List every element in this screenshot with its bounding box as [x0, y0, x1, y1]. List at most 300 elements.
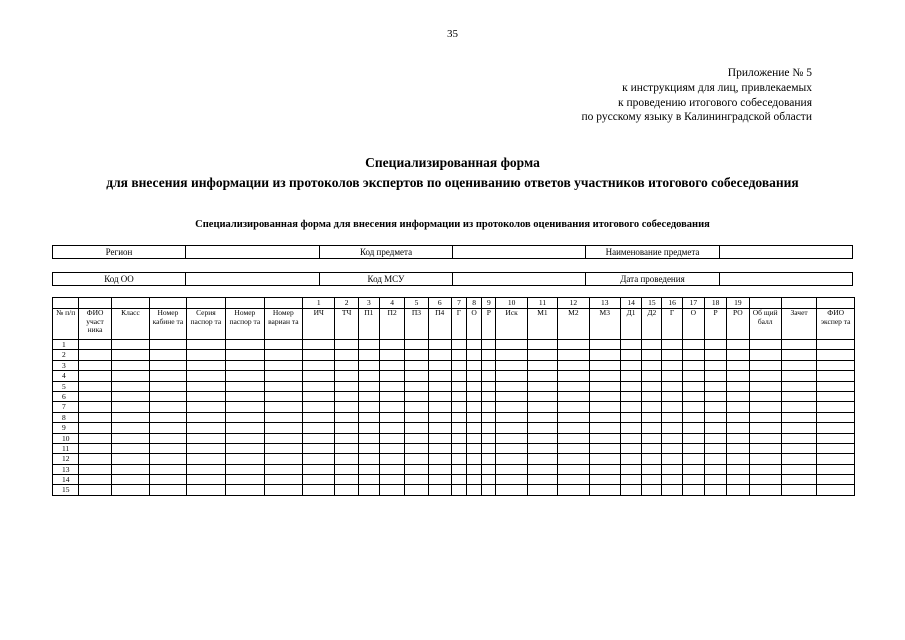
table-cell[interactable]	[558, 464, 589, 474]
table-cell[interactable]	[642, 381, 662, 391]
table-cell[interactable]	[111, 475, 149, 485]
table-cell[interactable]	[451, 485, 466, 495]
table-cell[interactable]	[303, 371, 335, 381]
table-cell[interactable]	[186, 433, 225, 443]
table-cell[interactable]	[467, 340, 482, 350]
table-cell[interactable]	[727, 360, 749, 370]
table-cell[interactable]	[186, 402, 225, 412]
table-cell[interactable]	[781, 391, 816, 401]
table-cell[interactable]	[79, 475, 111, 485]
table-cell[interactable]	[682, 371, 704, 381]
table-cell[interactable]	[111, 360, 149, 370]
table-cell[interactable]	[79, 485, 111, 495]
table-cell[interactable]	[303, 485, 335, 495]
table-cell[interactable]	[358, 454, 379, 464]
table-cell[interactable]	[467, 443, 482, 453]
table-cell[interactable]	[186, 350, 225, 360]
table-cell[interactable]	[405, 423, 428, 433]
table-cell[interactable]	[558, 340, 589, 350]
table-cell[interactable]	[79, 412, 111, 422]
table-cell[interactable]	[682, 475, 704, 485]
table-cell[interactable]	[358, 433, 379, 443]
table-cell[interactable]	[704, 464, 726, 474]
table-cell[interactable]	[749, 402, 781, 412]
table-cell[interactable]	[264, 485, 302, 495]
table-cell[interactable]	[817, 371, 855, 381]
table-cell[interactable]	[150, 402, 186, 412]
table-cell[interactable]	[451, 340, 466, 350]
table-cell[interactable]	[226, 360, 264, 370]
table-cell[interactable]	[264, 402, 302, 412]
table-cell[interactable]	[186, 371, 225, 381]
table-cell[interactable]	[451, 464, 466, 474]
table-cell[interactable]	[682, 360, 704, 370]
table-cell[interactable]	[589, 381, 620, 391]
table-cell[interactable]	[264, 381, 302, 391]
table-cell[interactable]	[749, 433, 781, 443]
table-cell[interactable]	[335, 433, 358, 443]
table-cell[interactable]	[620, 454, 641, 464]
table-cell[interactable]	[620, 340, 641, 350]
table-cell[interactable]	[467, 371, 482, 381]
table-cell[interactable]	[428, 433, 451, 443]
table-cell[interactable]	[527, 475, 557, 485]
table-cell[interactable]	[781, 350, 816, 360]
table-cell[interactable]	[264, 464, 302, 474]
table-cell[interactable]	[335, 412, 358, 422]
table-cell[interactable]	[749, 485, 781, 495]
table-cell[interactable]	[496, 402, 527, 412]
table-cell[interactable]	[496, 371, 527, 381]
table-cell[interactable]	[264, 360, 302, 370]
table-cell[interactable]	[186, 381, 225, 391]
table-cell[interactable]	[482, 350, 496, 360]
table-cell[interactable]	[527, 381, 557, 391]
table-cell[interactable]	[642, 475, 662, 485]
table-cell[interactable]	[620, 475, 641, 485]
table-cell[interactable]	[150, 485, 186, 495]
table-cell[interactable]	[781, 454, 816, 464]
table-cell[interactable]	[150, 412, 186, 422]
table-cell[interactable]	[662, 412, 682, 422]
table-cell[interactable]	[405, 371, 428, 381]
table-cell[interactable]	[589, 454, 620, 464]
table-cell[interactable]	[589, 360, 620, 370]
table-cell[interactable]	[704, 485, 726, 495]
table-cell[interactable]	[379, 454, 404, 464]
table-cell[interactable]	[682, 423, 704, 433]
table-cell[interactable]	[264, 391, 302, 401]
table-cell[interactable]	[482, 485, 496, 495]
table-cell[interactable]	[428, 464, 451, 474]
table-cell[interactable]	[727, 433, 749, 443]
table-cell[interactable]	[379, 381, 404, 391]
table-cell[interactable]	[496, 412, 527, 422]
table-cell[interactable]	[817, 464, 855, 474]
table-cell[interactable]	[111, 340, 149, 350]
table-cell[interactable]	[496, 423, 527, 433]
table-cell[interactable]	[379, 391, 404, 401]
table-cell[interactable]	[662, 433, 682, 443]
table-cell[interactable]	[589, 371, 620, 381]
table-cell[interactable]	[682, 433, 704, 443]
table-cell[interactable]	[405, 443, 428, 453]
table-cell[interactable]	[727, 350, 749, 360]
table-cell[interactable]	[467, 485, 482, 495]
table-cell[interactable]	[620, 360, 641, 370]
table-cell[interactable]	[405, 402, 428, 412]
table-cell[interactable]	[727, 475, 749, 485]
table-cell[interactable]	[111, 412, 149, 422]
table-cell[interactable]	[817, 340, 855, 350]
table-cell[interactable]	[817, 350, 855, 360]
subject-name-field[interactable]	[720, 246, 853, 259]
table-cell[interactable]	[405, 485, 428, 495]
table-cell[interactable]	[226, 340, 264, 350]
table-cell[interactable]	[781, 371, 816, 381]
table-cell[interactable]	[682, 464, 704, 474]
table-cell[interactable]	[589, 443, 620, 453]
table-cell[interactable]	[405, 454, 428, 464]
table-cell[interactable]	[264, 475, 302, 485]
table-cell[interactable]	[682, 454, 704, 464]
table-cell[interactable]	[358, 423, 379, 433]
table-cell[interactable]	[451, 371, 466, 381]
table-cell[interactable]	[727, 412, 749, 422]
table-cell[interactable]	[781, 464, 816, 474]
table-cell[interactable]	[186, 340, 225, 350]
table-cell[interactable]	[226, 371, 264, 381]
table-cell[interactable]	[186, 443, 225, 453]
table-cell[interactable]	[467, 423, 482, 433]
table-cell[interactable]	[186, 391, 225, 401]
table-cell[interactable]	[749, 350, 781, 360]
table-cell[interactable]	[558, 454, 589, 464]
table-cell[interactable]	[817, 360, 855, 370]
table-cell[interactable]	[482, 433, 496, 443]
table-cell[interactable]	[405, 433, 428, 443]
table-cell[interactable]	[428, 475, 451, 485]
table-cell[interactable]	[79, 350, 111, 360]
table-cell[interactable]	[111, 350, 149, 360]
table-cell[interactable]	[111, 485, 149, 495]
table-cell[interactable]	[589, 412, 620, 422]
table-cell[interactable]	[527, 350, 557, 360]
table-cell[interactable]	[226, 391, 264, 401]
table-cell[interactable]	[642, 454, 662, 464]
table-cell[interactable]	[527, 371, 557, 381]
table-cell[interactable]	[620, 381, 641, 391]
table-cell[interactable]	[79, 464, 111, 474]
date-field[interactable]	[720, 273, 853, 286]
table-cell[interactable]	[428, 360, 451, 370]
table-cell[interactable]	[264, 350, 302, 360]
table-cell[interactable]	[496, 454, 527, 464]
table-cell[interactable]	[662, 350, 682, 360]
table-cell[interactable]	[642, 485, 662, 495]
table-cell[interactable]	[451, 402, 466, 412]
table-cell[interactable]	[781, 475, 816, 485]
table-cell[interactable]	[467, 402, 482, 412]
table-cell[interactable]	[662, 485, 682, 495]
table-cell[interactable]	[558, 475, 589, 485]
table-cell[interactable]	[111, 464, 149, 474]
table-cell[interactable]	[620, 391, 641, 401]
table-cell[interactable]	[379, 371, 404, 381]
table-cell[interactable]	[662, 475, 682, 485]
table-cell[interactable]	[496, 485, 527, 495]
table-cell[interactable]	[428, 485, 451, 495]
table-cell[interactable]	[620, 350, 641, 360]
region-field[interactable]	[186, 246, 320, 259]
table-cell[interactable]	[111, 443, 149, 453]
table-cell[interactable]	[451, 381, 466, 391]
table-cell[interactable]	[482, 423, 496, 433]
table-cell[interactable]	[150, 340, 186, 350]
table-cell[interactable]	[620, 402, 641, 412]
table-cell[interactable]	[642, 371, 662, 381]
table-cell[interactable]	[727, 402, 749, 412]
table-cell[interactable]	[335, 402, 358, 412]
table-cell[interactable]	[704, 360, 726, 370]
table-cell[interactable]	[111, 423, 149, 433]
table-cell[interactable]	[303, 443, 335, 453]
table-cell[interactable]	[451, 443, 466, 453]
table-cell[interactable]	[150, 443, 186, 453]
table-cell[interactable]	[589, 350, 620, 360]
table-cell[interactable]	[558, 391, 589, 401]
table-cell[interactable]	[817, 381, 855, 391]
table-cell[interactable]	[620, 433, 641, 443]
table-cell[interactable]	[335, 423, 358, 433]
table-cell[interactable]	[682, 350, 704, 360]
table-cell[interactable]	[620, 464, 641, 474]
table-cell[interactable]	[303, 412, 335, 422]
table-cell[interactable]	[781, 340, 816, 350]
table-cell[interactable]	[150, 423, 186, 433]
table-cell[interactable]	[749, 381, 781, 391]
table-cell[interactable]	[704, 381, 726, 391]
table-cell[interactable]	[781, 423, 816, 433]
table-cell[interactable]	[620, 443, 641, 453]
table-cell[interactable]	[704, 412, 726, 422]
table-cell[interactable]	[264, 423, 302, 433]
table-cell[interactable]	[226, 454, 264, 464]
table-cell[interactable]	[817, 412, 855, 422]
table-cell[interactable]	[428, 381, 451, 391]
table-cell[interactable]	[527, 464, 557, 474]
table-cell[interactable]	[496, 391, 527, 401]
table-cell[interactable]	[727, 423, 749, 433]
table-cell[interactable]	[620, 371, 641, 381]
table-cell[interactable]	[405, 360, 428, 370]
table-cell[interactable]	[682, 412, 704, 422]
table-cell[interactable]	[303, 402, 335, 412]
table-cell[interactable]	[482, 454, 496, 464]
table-cell[interactable]	[589, 475, 620, 485]
table-cell[interactable]	[682, 391, 704, 401]
table-cell[interactable]	[405, 381, 428, 391]
table-cell[interactable]	[150, 350, 186, 360]
table-cell[interactable]	[482, 443, 496, 453]
table-cell[interactable]	[428, 340, 451, 350]
table-cell[interactable]	[589, 433, 620, 443]
table-cell[interactable]	[704, 454, 726, 464]
table-cell[interactable]	[682, 381, 704, 391]
table-cell[interactable]	[358, 391, 379, 401]
table-cell[interactable]	[482, 391, 496, 401]
table-cell[interactable]	[704, 402, 726, 412]
table-cell[interactable]	[303, 350, 335, 360]
table-cell[interactable]	[817, 423, 855, 433]
table-cell[interactable]	[150, 475, 186, 485]
table-cell[interactable]	[662, 340, 682, 350]
table-cell[interactable]	[589, 485, 620, 495]
table-cell[interactable]	[817, 485, 855, 495]
table-cell[interactable]	[379, 475, 404, 485]
table-cell[interactable]	[186, 412, 225, 422]
table-cell[interactable]	[704, 423, 726, 433]
table-cell[interactable]	[428, 402, 451, 412]
table-cell[interactable]	[467, 350, 482, 360]
table-cell[interactable]	[111, 381, 149, 391]
table-cell[interactable]	[405, 412, 428, 422]
table-cell[interactable]	[662, 464, 682, 474]
table-cell[interactable]	[662, 402, 682, 412]
table-cell[interactable]	[662, 381, 682, 391]
table-cell[interactable]	[79, 391, 111, 401]
table-cell[interactable]	[662, 454, 682, 464]
table-cell[interactable]	[451, 433, 466, 443]
table-cell[interactable]	[428, 443, 451, 453]
table-cell[interactable]	[527, 391, 557, 401]
table-cell[interactable]	[727, 381, 749, 391]
table-cell[interactable]	[335, 485, 358, 495]
table-cell[interactable]	[335, 371, 358, 381]
table-cell[interactable]	[662, 443, 682, 453]
table-cell[interactable]	[642, 340, 662, 350]
table-cell[interactable]	[682, 443, 704, 453]
table-cell[interactable]	[642, 443, 662, 453]
table-cell[interactable]	[405, 475, 428, 485]
table-cell[interactable]	[150, 381, 186, 391]
table-cell[interactable]	[817, 475, 855, 485]
table-cell[interactable]	[451, 350, 466, 360]
table-cell[interactable]	[682, 485, 704, 495]
table-cell[interactable]	[186, 423, 225, 433]
table-cell[interactable]	[467, 433, 482, 443]
table-cell[interactable]	[467, 464, 482, 474]
table-cell[interactable]	[379, 340, 404, 350]
table-cell[interactable]	[428, 412, 451, 422]
table-cell[interactable]	[379, 464, 404, 474]
table-cell[interactable]	[589, 464, 620, 474]
table-cell[interactable]	[682, 402, 704, 412]
table-cell[interactable]	[303, 423, 335, 433]
table-cell[interactable]	[527, 360, 557, 370]
table-cell[interactable]	[79, 443, 111, 453]
table-cell[interactable]	[358, 402, 379, 412]
table-cell[interactable]	[817, 443, 855, 453]
table-cell[interactable]	[781, 360, 816, 370]
table-cell[interactable]	[727, 391, 749, 401]
table-cell[interactable]	[817, 402, 855, 412]
table-cell[interactable]	[264, 412, 302, 422]
table-cell[interactable]	[727, 485, 749, 495]
table-cell[interactable]	[704, 391, 726, 401]
table-cell[interactable]	[405, 464, 428, 474]
table-cell[interactable]	[749, 454, 781, 464]
table-cell[interactable]	[496, 381, 527, 391]
table-cell[interactable]	[589, 391, 620, 401]
table-cell[interactable]	[642, 402, 662, 412]
oo-code-field[interactable]	[186, 273, 320, 286]
table-cell[interactable]	[527, 412, 557, 422]
table-cell[interactable]	[186, 454, 225, 464]
table-cell[interactable]	[727, 454, 749, 464]
table-cell[interactable]	[264, 454, 302, 464]
table-cell[interactable]	[781, 412, 816, 422]
table-cell[interactable]	[496, 340, 527, 350]
table-cell[interactable]	[79, 371, 111, 381]
table-cell[interactable]	[150, 391, 186, 401]
table-cell[interactable]	[111, 402, 149, 412]
table-cell[interactable]	[358, 371, 379, 381]
table-cell[interactable]	[226, 464, 264, 474]
table-cell[interactable]	[451, 475, 466, 485]
table-cell[interactable]	[111, 391, 149, 401]
table-cell[interactable]	[482, 381, 496, 391]
table-cell[interactable]	[682, 340, 704, 350]
table-cell[interactable]	[781, 443, 816, 453]
table-cell[interactable]	[727, 371, 749, 381]
table-cell[interactable]	[150, 371, 186, 381]
table-cell[interactable]	[428, 350, 451, 360]
table-cell[interactable]	[496, 350, 527, 360]
table-cell[interactable]	[704, 350, 726, 360]
table-cell[interactable]	[451, 360, 466, 370]
table-cell[interactable]	[79, 360, 111, 370]
table-cell[interactable]	[79, 340, 111, 350]
table-cell[interactable]	[358, 475, 379, 485]
table-cell[interactable]	[558, 371, 589, 381]
table-cell[interactable]	[405, 340, 428, 350]
table-cell[interactable]	[642, 350, 662, 360]
table-cell[interactable]	[335, 350, 358, 360]
table-cell[interactable]	[303, 381, 335, 391]
table-cell[interactable]	[558, 443, 589, 453]
table-cell[interactable]	[226, 433, 264, 443]
table-cell[interactable]	[303, 454, 335, 464]
table-cell[interactable]	[79, 423, 111, 433]
table-cell[interactable]	[662, 391, 682, 401]
table-cell[interactable]	[226, 350, 264, 360]
table-cell[interactable]	[749, 443, 781, 453]
table-cell[interactable]	[379, 443, 404, 453]
table-cell[interactable]	[482, 412, 496, 422]
table-cell[interactable]	[527, 454, 557, 464]
table-cell[interactable]	[527, 485, 557, 495]
table-cell[interactable]	[79, 402, 111, 412]
table-cell[interactable]	[704, 371, 726, 381]
table-cell[interactable]	[704, 443, 726, 453]
table-cell[interactable]	[704, 475, 726, 485]
table-cell[interactable]	[781, 485, 816, 495]
table-cell[interactable]	[527, 340, 557, 350]
table-cell[interactable]	[428, 371, 451, 381]
table-cell[interactable]	[642, 433, 662, 443]
table-cell[interactable]	[482, 464, 496, 474]
